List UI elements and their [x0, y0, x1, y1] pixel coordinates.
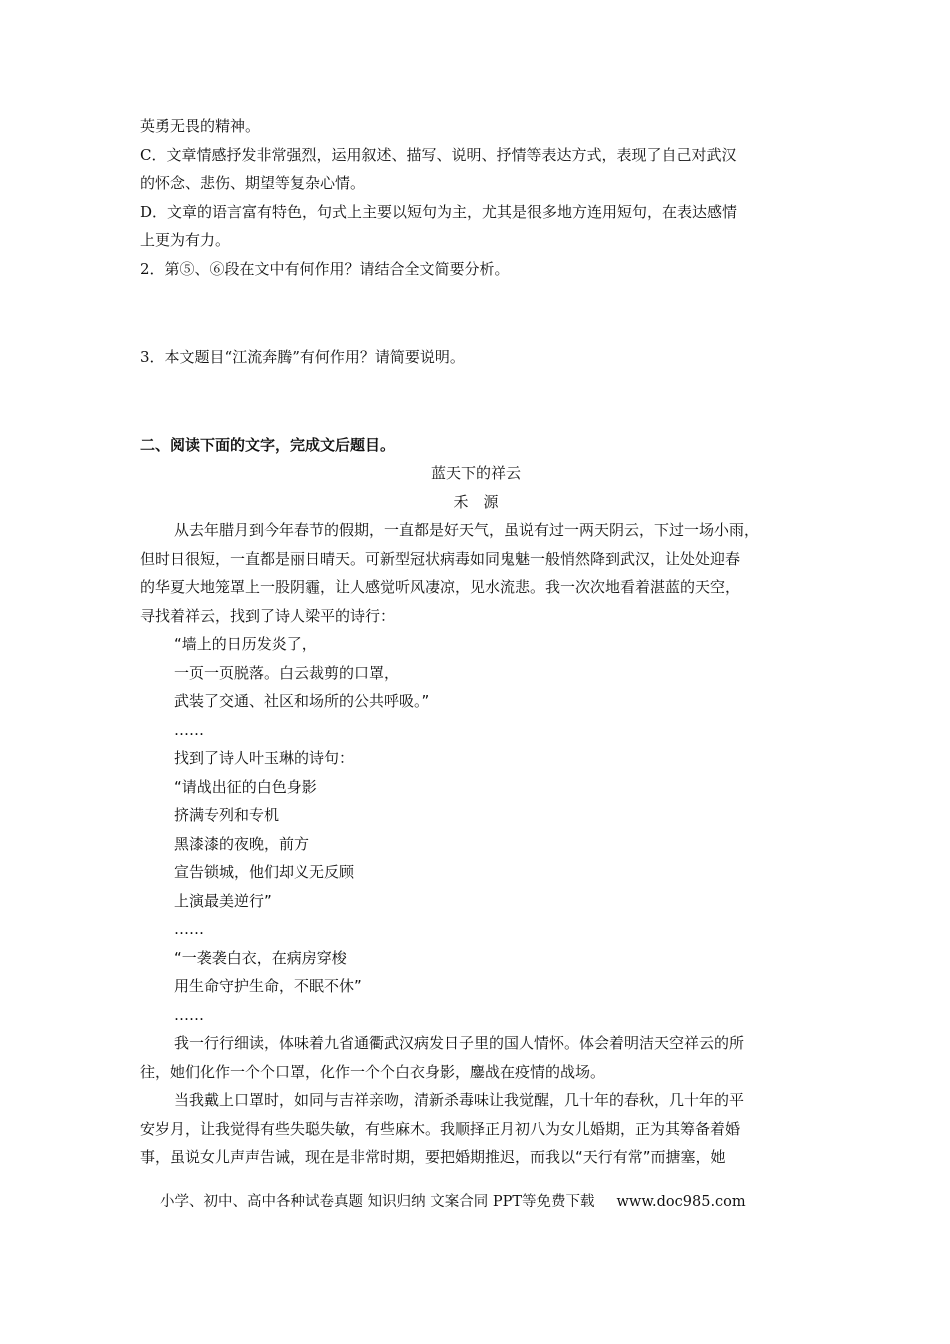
- poem-line: 用生命守护生命，不眠不休”: [174, 977, 362, 995]
- poem-line: 挤满专列和专机: [174, 806, 280, 824]
- option-d-line-1: D．文章的语言富有特色，句式上主要以短句为主，尤其是很多地方连用短句，在表达感情: [140, 202, 738, 221]
- poem-line: “一袭袭白衣，在病房穿梭: [174, 948, 347, 967]
- document-page: [140, 112, 812, 1172]
- option-c-line-1: C．文章情感抒发非常强烈，运用叙述、描写、说明、抒情等表达方式，表现了自己对武汉: [140, 145, 737, 164]
- ellipsis: ……: [174, 920, 204, 938]
- paragraph-line: 寻找着祥云，找到了诗人梁平的诗行：: [140, 606, 396, 625]
- poem-line: 一页一页脱落。白云裁剪的口罩，: [174, 663, 400, 682]
- ellipsis: ……: [174, 1005, 204, 1024]
- question-2: 2．第⑤、⑥段在文中有何作用？请结合全文简要分析。: [140, 259, 510, 278]
- poem-line: 黑漆漆的夜晚，前方: [174, 834, 310, 853]
- footer-url[interactable]: www.doc985.com: [616, 1194, 746, 1210]
- poem-line: “请战出征的白色身影: [174, 777, 317, 796]
- paragraph-line: 但时日很短，一直都是丽日晴天。可新型冠状病毒如同鬼魅一般悄然降到武汉，让处处迎春: [140, 549, 741, 568]
- option-d-line-2: 上更为有力。: [140, 231, 231, 249]
- section-heading: 二、阅读下面的文字，完成文后题目。: [140, 435, 396, 454]
- poem-line: 宣告锁城，他们却义无反顾: [174, 863, 355, 881]
- article-title: 蓝天下的祥云: [430, 464, 521, 482]
- poem-line: 武装了交通、社区和场所的公共呼吸。”: [174, 692, 430, 710]
- poem-line: 上演最美逆行”: [174, 891, 272, 910]
- option-c-line-2: 的怀念、悲伤、期望等复杂心情。: [140, 174, 366, 192]
- paragraph-line: 往，她们化作一个个口罩，化作一个个白衣身影，鏖战在疫情的战场。: [140, 1062, 606, 1081]
- article-body: [140, 516, 812, 1172]
- paragraph-line: 我一行行细读，体味着九省通衢武汉病发日子里的国人情怀。体会着明洁天空祥云的所: [174, 1034, 745, 1052]
- answer-space: [140, 283, 812, 343]
- option-b-continued: 英勇无畏的精神。: [140, 117, 261, 135]
- paragraph-line: 事，虽说女儿声声告诫，现在是非常时期，要把婚期推迟，而我以“天行有常”而搪塞，她: [140, 1148, 726, 1166]
- paragraph-line: 的华夏大地笼罩上一股阴霾，让人感觉听风凄凉，见水流悲。我一次次地看着湛蓝的天空，: [140, 578, 741, 596]
- footer-text: 小学、初中、高中各种试卷真题 知识归纳 文案合同 PPT等免费下载: [160, 1194, 595, 1210]
- question-3: 3．本文题目“江流奔腾”有何作用？请简要说明。: [140, 348, 465, 366]
- answer-space: [140, 372, 812, 431]
- ellipsis: ……: [174, 720, 204, 739]
- page-footer: [160, 1190, 810, 1211]
- paragraph-line: 从去年腊月到今年春节的假期，一直都是好天气，虽说有过一两天阴云，下过一场小雨，: [174, 521, 760, 539]
- article-author: 禾 源: [453, 492, 499, 511]
- paragraph-line: 找到了诗人叶玉琳的诗句：: [174, 749, 355, 767]
- paragraph-line: 当我戴上口罩时，如同与吉祥亲吻，清新杀毒味让我觉醒，几十年的春秋，几十年的平: [174, 1091, 745, 1109]
- paragraph-line: 安岁月，让我觉得有些失聪失敏，有些麻木。我顺择正月初八为女儿婚期，正为其筹备着婚: [140, 1119, 741, 1138]
- poem-line: “墙上的日历发炎了，: [174, 635, 317, 653]
